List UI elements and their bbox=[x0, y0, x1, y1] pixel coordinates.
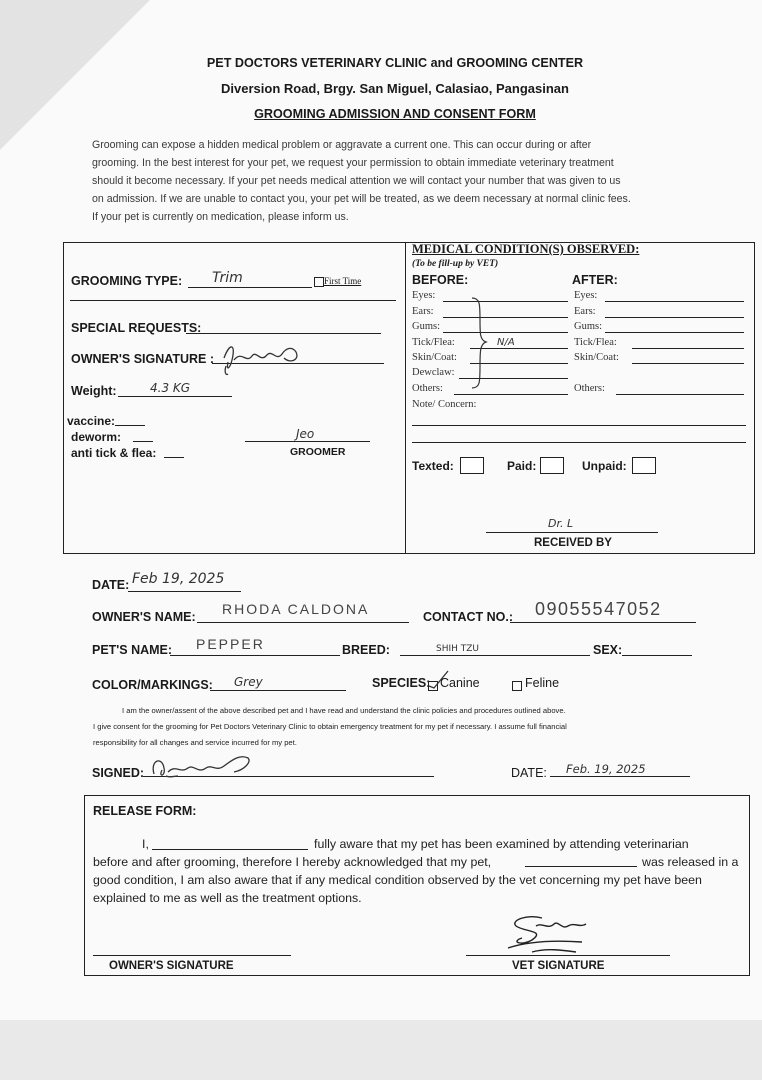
after-item-label: Skin/Coat: bbox=[574, 352, 619, 363]
color-value[interactable]: Grey bbox=[234, 675, 263, 689]
after-item-label: Eyes: bbox=[574, 290, 598, 301]
groomer-value[interactable]: Jeo bbox=[296, 427, 315, 441]
release-title: RELEASE FORM: bbox=[93, 804, 197, 818]
date-label: DATE: bbox=[92, 578, 130, 592]
before-item-label: Eyes: bbox=[412, 290, 436, 301]
after-item-line[interactable] bbox=[605, 317, 744, 318]
release-text: I, bbox=[142, 837, 149, 851]
sex-line[interactable] bbox=[622, 655, 692, 656]
consent-line: I give consent for the grooming for Pet Doctors Veterinary Clinic to obtain emergency treatment for my pet if necessary. I assume full financial bbox=[93, 722, 567, 731]
after-item-label: Gums: bbox=[574, 321, 603, 332]
vet-signature-icon bbox=[502, 912, 592, 958]
unpaid-label: Unpaid: bbox=[582, 459, 627, 473]
groomer-line bbox=[245, 441, 370, 442]
owner-name-value[interactable]: RHODA CALDONA bbox=[222, 601, 370, 617]
consent-date-value[interactable]: Feb. 19, 2025 bbox=[566, 762, 646, 776]
owner-sig-line[interactable] bbox=[93, 955, 291, 956]
after-item-line[interactable] bbox=[605, 332, 744, 333]
before-item-line[interactable] bbox=[454, 394, 568, 395]
before-item-line[interactable] bbox=[443, 301, 568, 302]
after-item-line[interactable] bbox=[632, 348, 744, 349]
owner-name-line bbox=[197, 622, 409, 623]
release-text: before and after grooming, therefore I hereby acknowledged that my pet, bbox=[93, 855, 492, 869]
concern-label: Note/ Concern: bbox=[412, 399, 477, 410]
grooming-medical-box bbox=[63, 242, 755, 554]
before-item-label: Gums: bbox=[412, 321, 441, 332]
pet-name-line bbox=[170, 655, 340, 656]
after-item-label: Tick/Flea: bbox=[574, 337, 617, 348]
signed-label: SIGNED: bbox=[92, 766, 145, 780]
clinic-address: Diversion Road, Brgy. San Miguel, Calasiao, Pangasinan bbox=[221, 81, 569, 96]
before-label: BEFORE: bbox=[412, 273, 469, 287]
after-item-label: Others: bbox=[574, 383, 605, 394]
color-line bbox=[210, 690, 346, 691]
concern-line[interactable] bbox=[412, 442, 746, 443]
before-item-label: Dewclaw: bbox=[412, 367, 455, 378]
before-item-line[interactable] bbox=[443, 332, 568, 333]
anti-tick-label: anti tick & flea: bbox=[71, 446, 157, 460]
contact-label: CONTACT NO.: bbox=[423, 610, 514, 624]
release-text: fully aware that my pet has been examined by attending veterinarian bbox=[314, 837, 689, 851]
grooming-extra-line bbox=[70, 300, 396, 301]
sex-label: SEX: bbox=[593, 643, 623, 657]
owner-signature-icon bbox=[148, 750, 258, 782]
bracket-mark bbox=[468, 296, 492, 390]
after-item-line[interactable] bbox=[616, 394, 744, 395]
paid-checkbox[interactable] bbox=[540, 457, 564, 474]
consent-line: responsibility for all changes and service incurred for my pet. bbox=[93, 738, 297, 747]
owner-signature-label: OWNER'S SIGNATURE : bbox=[71, 352, 215, 366]
special-requests-label: SPECIAL REQUESTS: bbox=[71, 321, 202, 335]
intro-line: Grooming can expose a hidden medical problem or aggravate a current one. This can occur during or after bbox=[92, 139, 592, 151]
consent-line: I am the owner/assent of the above described pet and I have read and understand the clinic policies and procedures outlined above. bbox=[122, 706, 566, 715]
pet-name-value[interactable]: PEPPER bbox=[196, 636, 265, 652]
received-label: RECEIVED BY bbox=[534, 537, 612, 549]
groomer-label: GROOMER bbox=[290, 446, 346, 458]
after-item-line[interactable] bbox=[605, 301, 744, 302]
anti-tick-line[interactable] bbox=[164, 457, 184, 458]
canine-label: Canine bbox=[440, 676, 480, 690]
after-label: AFTER: bbox=[572, 273, 618, 287]
contact-line bbox=[510, 622, 696, 623]
vaccine-line[interactable] bbox=[115, 425, 145, 426]
contact-value[interactable]: 09055547052 bbox=[535, 599, 662, 619]
before-item-label: Others: bbox=[412, 383, 443, 394]
first-time-label: First Time bbox=[324, 276, 362, 286]
special-requests-line[interactable] bbox=[186, 333, 381, 334]
folded-corner bbox=[0, 0, 150, 150]
grooming-type-label: GROOMING TYPE: bbox=[71, 274, 183, 288]
release-text: was released in a bbox=[642, 855, 739, 869]
consent-date-label: DATE: bbox=[511, 766, 547, 780]
first-time-checkbox[interactable] bbox=[314, 277, 324, 287]
feline-label: Feline bbox=[525, 676, 560, 690]
color-label: COLOR/MARKINGS: bbox=[92, 678, 213, 692]
intro-line: on admission. If we are unable to contact you, your pet will be treated, as we deem necessary at normal clinic fees. bbox=[92, 193, 631, 205]
pet-name-label: PET'S NAME: bbox=[92, 643, 173, 657]
intro-line: grooming. In the best interest for your pet, we request your permission to obtain immediate veterinary treatment bbox=[92, 157, 614, 169]
release-text: good condition, I am also aware that if any medical condition observed by the vet concerning my pet have been bbox=[93, 873, 702, 887]
release-pet-line[interactable] bbox=[525, 866, 637, 867]
vaccine-label: vaccine: bbox=[67, 414, 116, 428]
feline-checkbox[interactable] bbox=[512, 681, 522, 691]
intro-line: should it become necessary. If your pet needs medical attention we will contact your number that was given to us bbox=[92, 175, 621, 187]
before-item-label: Skin/Coat: bbox=[412, 352, 457, 363]
deworm-label: deworm: bbox=[71, 430, 122, 444]
texted-checkbox[interactable] bbox=[460, 457, 484, 474]
medical-title: MEDICAL CONDITION(S) OBSERVED: bbox=[412, 242, 640, 256]
before-value[interactable]: N/A bbox=[497, 337, 515, 348]
concern-line[interactable] bbox=[412, 425, 746, 426]
release-name-line[interactable] bbox=[152, 849, 308, 850]
consent-date-line bbox=[550, 776, 690, 777]
vet-sig-label: VET SIGNATURE bbox=[512, 960, 605, 972]
intro-line: If your pet is currently on medication, please inform us. bbox=[92, 211, 349, 223]
after-item-line[interactable] bbox=[632, 363, 744, 364]
received-line bbox=[486, 532, 658, 533]
before-item-label: Tick/Flea: bbox=[412, 337, 455, 348]
box-divider bbox=[405, 242, 406, 553]
medical-note: (To be fill-up by VET) bbox=[412, 259, 499, 269]
form-title: GROOMING ADMISSION AND CONSENT FORM bbox=[254, 107, 536, 121]
breed-line bbox=[400, 655, 590, 656]
release-text: explained to me as well as the treatment options. bbox=[93, 891, 362, 905]
received-value[interactable]: Dr. L bbox=[548, 517, 574, 530]
breed-label: BREED: bbox=[342, 643, 390, 657]
before-item-line[interactable] bbox=[443, 317, 568, 318]
unpaid-checkbox[interactable] bbox=[632, 457, 656, 474]
species-label: SPECIES: bbox=[372, 676, 431, 690]
weight-value[interactable]: 4.3 KG bbox=[150, 381, 191, 395]
owner-name-label: OWNER'S NAME: bbox=[92, 610, 196, 624]
breed-value[interactable]: SHIH TZU bbox=[436, 644, 480, 654]
owner-signature-icon bbox=[220, 338, 302, 378]
weight-label: Weight: bbox=[71, 384, 117, 398]
texted-label: Texted: bbox=[412, 459, 454, 473]
owner-sig-label: OWNER'S SIGNATURE bbox=[109, 960, 234, 972]
grooming-type-value[interactable]: Trim bbox=[212, 270, 243, 286]
date-line bbox=[128, 591, 241, 592]
clinic-name: PET DOCTORS VETERINARY CLINIC and GROOMING CENTER bbox=[206, 56, 584, 70]
grooming-type-line bbox=[188, 287, 312, 288]
before-item-label: Ears: bbox=[412, 306, 434, 317]
after-item-label: Ears: bbox=[574, 306, 596, 317]
weight-line bbox=[118, 396, 232, 397]
date-value[interactable]: Feb 19, 2025 bbox=[132, 571, 225, 587]
paid-label: Paid: bbox=[507, 459, 537, 473]
deworm-line[interactable] bbox=[133, 441, 153, 442]
